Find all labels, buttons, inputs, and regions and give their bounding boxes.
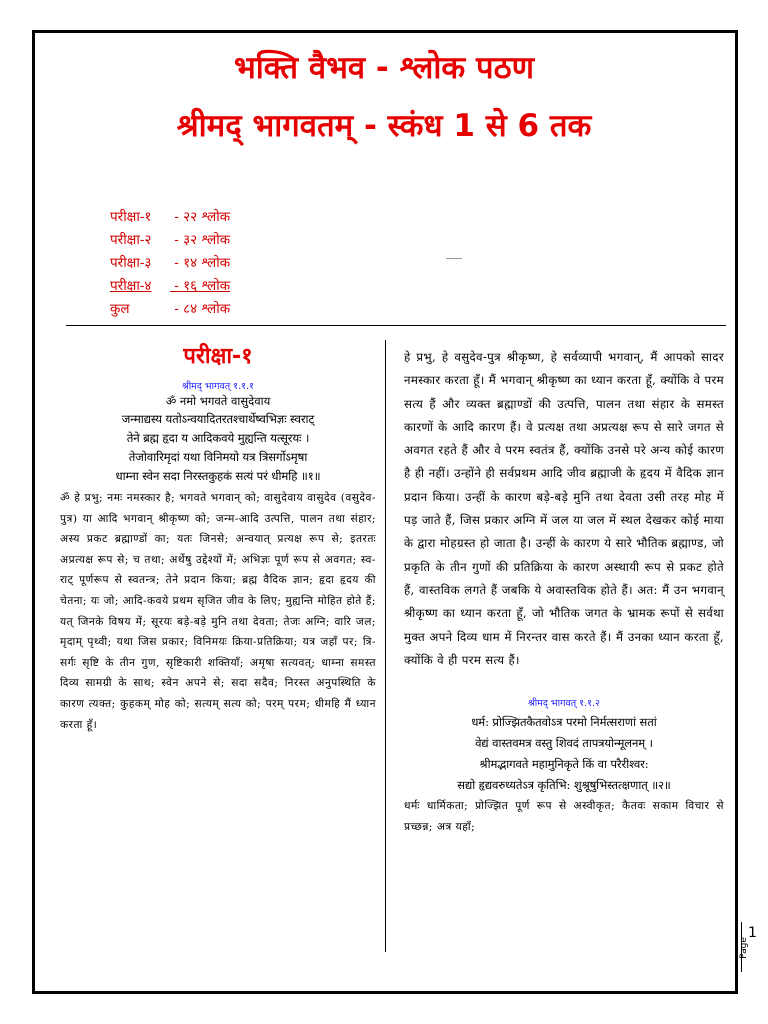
exam-name: परीक्षा-२ (110, 232, 152, 248)
verse-2-line: श्रीमद्भागवते महामुनिकृते किं वा परैरीश्वर: (479, 757, 649, 772)
verse-2-line: सद्यो हृद्यवरुध्यतेऽत्र कृतिभि: शुश्रूषुभिस्तत्क्षणात् ॥२॥ (457, 778, 671, 793)
verse-2-word-meaning: धर्मः धार्मिकता; प्रोज्झित पूर्ण रूप से अस्वीकृत; कैतवः सकाम विचार से प्रच्छन्न; अत्र यहाँ; (404, 800, 724, 834)
exam-count: १४ श्लोक (183, 255, 231, 271)
stray-dash-mark (446, 258, 462, 259)
verse-1-translation: हे प्रभु, हे वसुदेव-पुत्र श्रीकृष्ण, हे सर्वव्यापी भगवान्, मैं आपको सादर नमस्कार करता हूँ। मैं भगवान् श्रीकृष्ण का ध्यान करता हूँ, क्योंकि वे परम सत्य हैं और व्यक्त ब्रह्माण्डों की उत्पत्ति, पालन तथा संहार के समस्त कारणों के आदि कारण हैं। वे प्रत्यक्ष तथा अप्रत्यक्ष रूप से सारे जगत से अवगत रहते हैं और वे परम स्वतंत्र हैं, क्योंकि उनसे परे अन्य कोई कारण है ही नहीं। उन्होंने ही सर्वप्रथम आदि जीव ब्रह्माजी के हृदय में वैदिक ज्ञान प्रदान किया। उन्हीं के कारण बड़े-बड़े मुनि तथा देवता उसी तरह मोह में पड़ जाते हैं, जिस प्रकार अग्नि में जल या जल में स्थल देखकर कोई माया के द्वारा मोहग्रस्त हो जाता है। उन्हीं के कारण ये सारे भौतिक ब्रह्माण्ड, जो प्रकृति के तीन गुणों की प्रतिक्रिया के कारण अस्थायी रूप से प्रकट होते हैं, वास्तविक लगते हैं जबकि ये अवास्तविक होते हैं। अत: मैं उन भगवान् श्रीकृष्ण का ध्यान करता हूँ, जो भौतिक जगत के भ्रामक रूपों से सर्वथा मुक्त अपने दिव्य धाम में निरन्तर वास करते हैं। मैं उनका ध्यान करता हूँ, क्योंकि वे ही परम सत्य हैं। (404, 350, 724, 667)
exam-count: १६ श्लोक (183, 278, 231, 294)
verse-1-line: तेजोवारिमृदां यथा विनिमयो यत्र त्रिसर्गोऽमृषा (128, 450, 308, 464)
verse-1-invocation: ॐ नमो भगवते वासुदेवाय (165, 394, 271, 408)
verse-2-line: धर्म: प्रोज्झितकैतवोऽत्र परमो निर्मत्सराणां सतां (471, 715, 657, 730)
exam-summary-list (110, 206, 370, 321)
exam-name: परीक्षा-३ (110, 255, 152, 271)
exam-separator: - (170, 209, 184, 225)
exam-summary-row (110, 275, 370, 298)
exam-summary-total-row (110, 298, 370, 321)
verse-1-reference: श्रीमद् भागवत् १.१.१ (182, 381, 254, 392)
exam-count: २२ श्लोक (183, 209, 231, 225)
exam-name: परीक्षा-१ (110, 209, 152, 225)
column-divider (385, 340, 386, 952)
exam-name: परीक्षा-४ (110, 278, 152, 294)
exam-separator: - (170, 301, 184, 317)
section-heading: परीक्षा-१ (183, 344, 253, 369)
left-column (60, 338, 376, 735)
verse-1-word-meaning: ॐ हे प्रभु; नमः नमस्कार है; भगवते भगवान् को; वासुदेवाय वासुदेव (वसुदेव-पुत्र) या आदि भगवान् श्रीकृष्ण को; जन्म-आदि उत्पत्ति, पालन तथा संहार; अस्य प्रकट ब्रह्माण्डों का; यतः जिनसे; अन्वयात् प्रत्यक्ष रूप से; इतरतः अप्रत्यक्ष रूप से; च तथा; अर्थेषु उद्देश्यों में; अभिज्ञः पूर्ण रूप से अवगत; स्व-राट् पूर्णरूप से स्वतन्त्र; तेने प्रदान किया; ब्रह्म वैदिक ज्ञान; हृदा हृदय की चेतना; यः जो; आदि-कवये प्रथम सृजित जीव के लिए; मुह्यन्ति मोहित होते हैं; यत् जिनके विषय में; सूरयः बड़े-बड़े मुनि तथा देवता; तेजः अग्नि; वारि जल; मृदाम् पृथ्वी; यथा जिस प्रकार; विनिमयः क्रिया-प्रतिक्रिया; यत्र जहाँ पर; त्रि-सर्गः सृष्टि के तीन गुण, सृष्टिकारी शक्तियाँ; अमृषा सत्यवत्; धाम्ना समस्त दिव्य सामग्री के साथ; स्वेन अपने से; सदा सदैव; निरस्त अनुपस्थिति के कारण त्यक्त; कुहकम् मोह को; सत्यम् सत्य को; परम् परम; धीमहि मैं ध्यान करता हूँ। (60, 492, 376, 731)
horizontal-divider (66, 325, 726, 326)
exam-separator: - (170, 255, 184, 271)
verse-1-line: तेने ब्रह्म हृदा य आदिकवये मुह्यन्ति यत्सूरयः । (126, 431, 310, 445)
exam-summary-row (110, 229, 370, 252)
exam-total-label: कुल (110, 301, 130, 317)
verse-2-reference: श्रीमद् भागवत् १.१.२ (528, 698, 600, 710)
title-line-1: भक्ति वैभव - श्लोक पठण (233, 50, 535, 86)
exam-summary-row (110, 252, 370, 275)
exam-total-count: ८४ श्लोक (183, 301, 231, 317)
page-label-text: Page (738, 937, 749, 959)
page-number: 1 (748, 925, 757, 941)
verse-1-line: धाम्ना स्वेन सदा निरस्तकुहकं सत्यं परं धीमहि ॥१॥ (115, 469, 321, 483)
right-column (404, 346, 724, 838)
verse-1-line: जन्माद्यस्य यतोऽन्वयादितरतश्चार्थेष्वभिज्ञः स्वराट् (121, 412, 315, 426)
exam-separator: - (170, 278, 184, 294)
exam-separator: - (170, 232, 184, 248)
exam-summary-row (110, 206, 370, 229)
verse-2-line: वेद्यं वास्तवमत्र वस्तु शिवदं तापत्रयोन्मूलनम् । (475, 736, 653, 751)
exam-count: ३२ श्लोक (183, 232, 231, 248)
title-line-2: श्रीमद् भागवतम् - स्कंध 1 से 6 तक (176, 108, 592, 144)
